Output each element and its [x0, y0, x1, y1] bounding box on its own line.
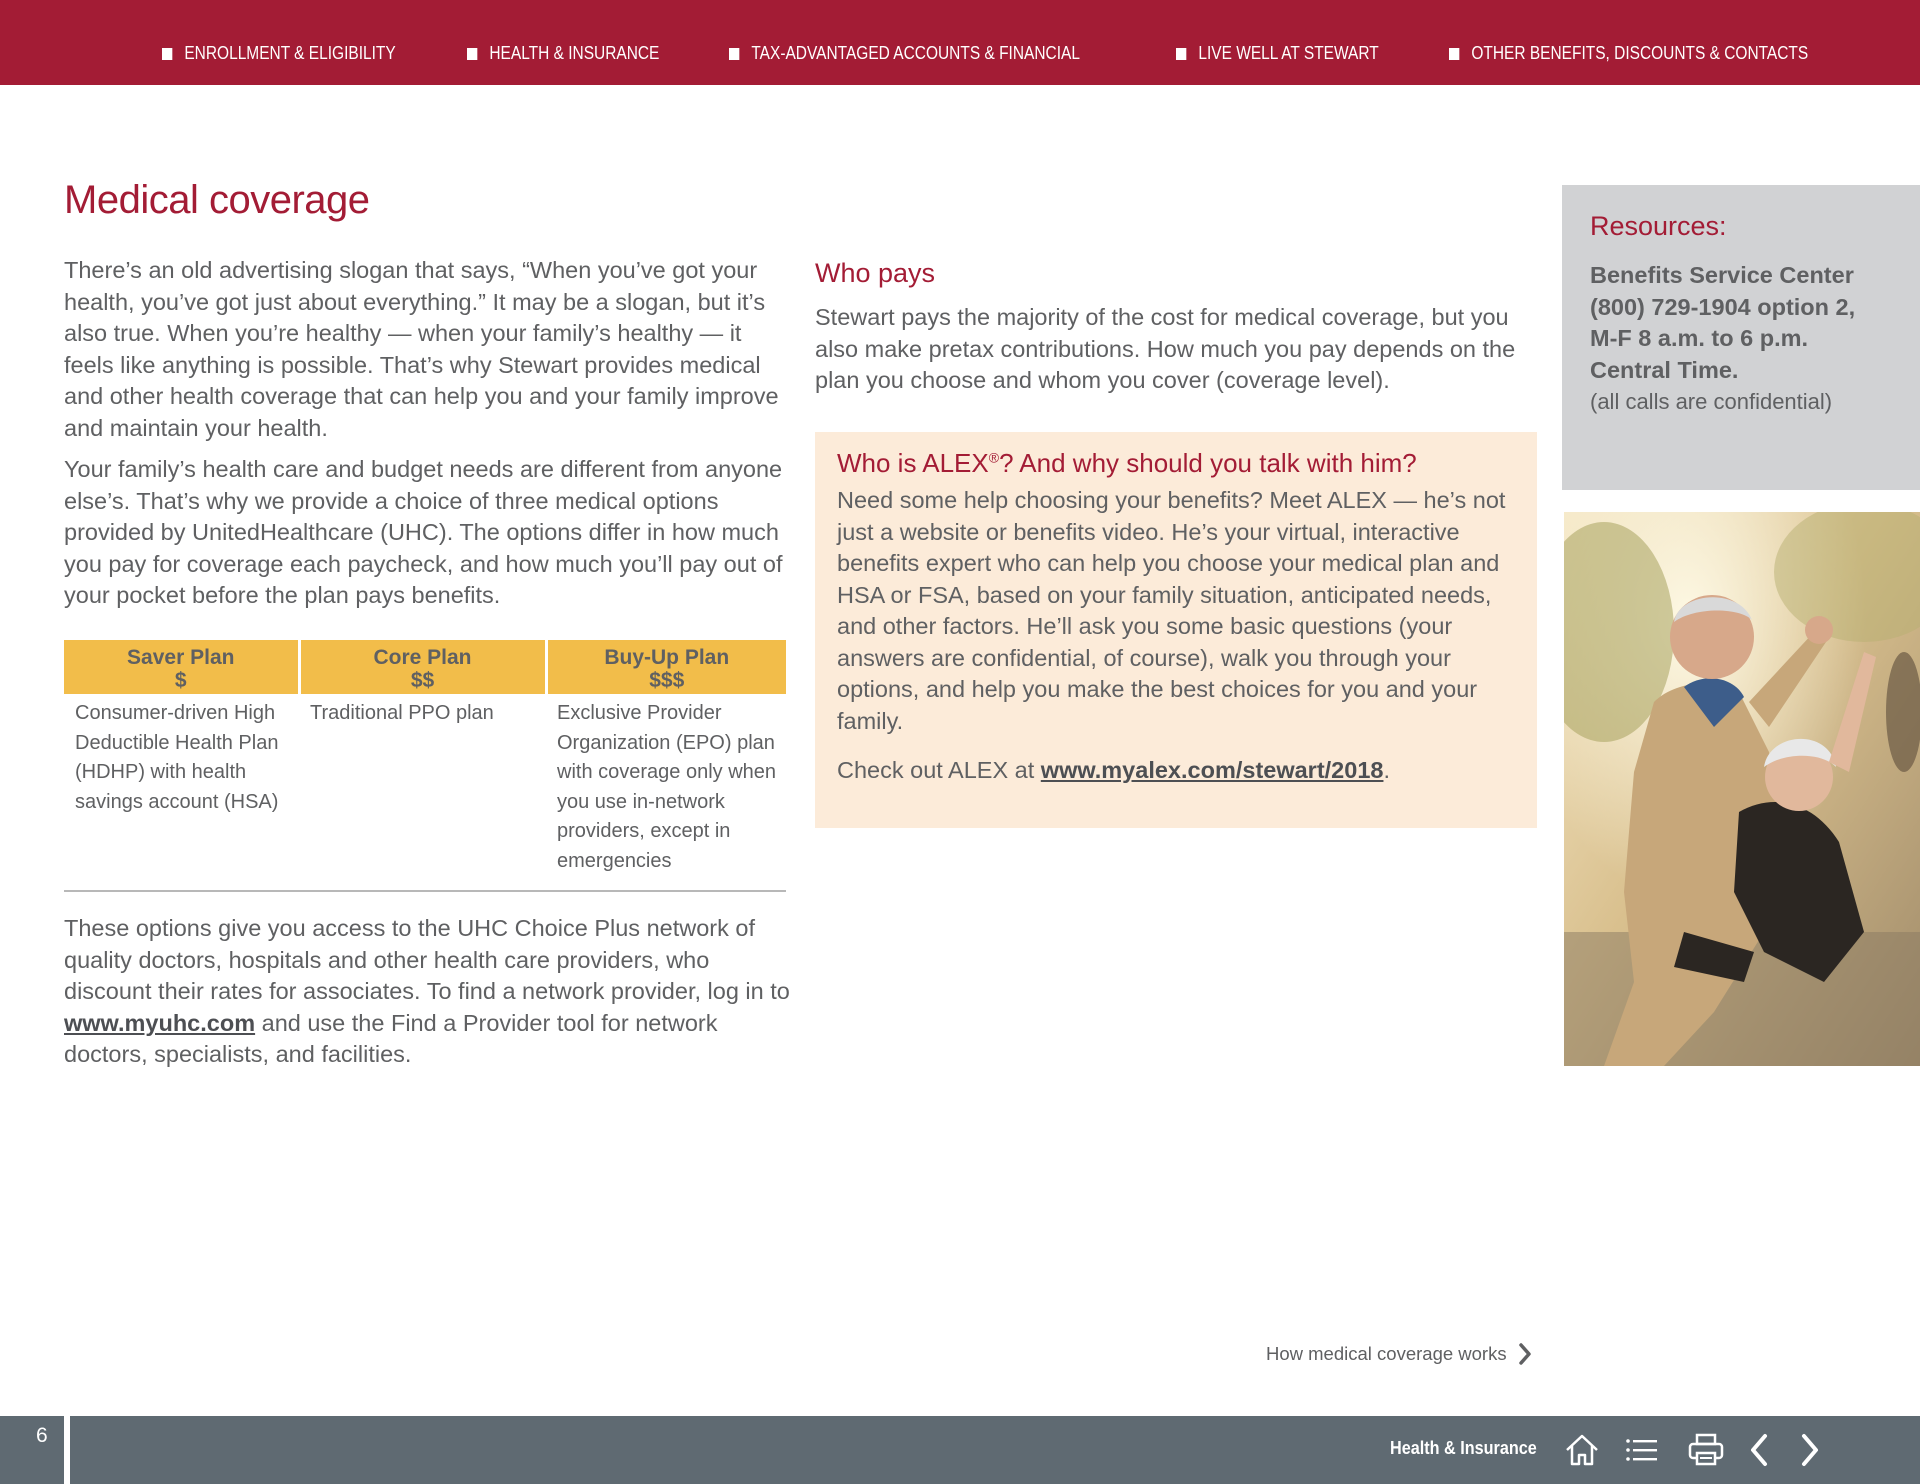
nav-item-tax-advantaged[interactable] [729, 43, 1080, 64]
intro-section [64, 255, 794, 622]
resources-heading: Resources: [1590, 211, 1727, 241]
top-nav [0, 0, 1920, 85]
bullet-square-icon [162, 48, 172, 60]
prev-arrow-icon[interactable] [1740, 1430, 1780, 1470]
list-icon[interactable] [1622, 1430, 1662, 1470]
alex-body: Need some help choosing your benefits? Meet ALEX — he’s not just a website or benefits video. He’s your virtual, interactive benefits expert who can help you choose your medical plan and HSA or FSA, based on your family situation, anticipated needs, and other factors. He’ll ask you some basic questions (your answers are confidential, of course), walk you through your options, and help you make the best choices for you and your family. [837, 487, 1506, 734]
nav-item-live-well[interactable] [1176, 43, 1379, 64]
network-text: These options give you access to the UHC Choice Plus network of quality doctors, hospitals and other health care providers, who discount their rates for associates. To find a network provider, log in to [64, 915, 790, 1004]
plan-cost: $ [174, 669, 187, 692]
myalex-link[interactable]: www.myalex.com/stewart/2018 [1040, 757, 1384, 783]
couple-dancing-photo [1564, 512, 1920, 1066]
bullet-square-icon [1176, 48, 1186, 60]
plan-description-saver: Consumer-driven High Deductible Health Plan (HDHP) with health savings account (HSA) [64, 694, 299, 891]
bullet-square-icon [729, 48, 739, 60]
alex-cta [837, 755, 1515, 787]
photo-illustration [1564, 512, 1920, 1066]
resources-timezone: Central Time. [1590, 356, 1739, 383]
page-number-box [0, 1416, 70, 1484]
network-text: and use the Find a Provider tool for network doctors, specialists, and facilities. [64, 1009, 718, 1067]
nav-item-other-benefits[interactable] [1449, 43, 1808, 64]
plan-description-buy-up: Exclusive Provider Organization (EPO) plan with coverage only when you use in-network providers, except in emergencies [546, 694, 786, 891]
resources-line: Benefits Service Center [1590, 262, 1854, 288]
plan-cost: $$$ [649, 669, 685, 692]
alex-heading-text: Who is ALEX [837, 448, 989, 478]
chevron-right-icon [1515, 1342, 1535, 1366]
plan-description-core: Traditional PPO plan [299, 694, 546, 891]
nav-item-label: OTHER BENEFITS, DISCOUNTS & CONTACTS [1471, 43, 1809, 63]
table-row [64, 694, 786, 891]
resources-note: (all calls are confidential) [1590, 389, 1833, 414]
page-number: 6 [36, 1424, 48, 1447]
who-pays-body: Stewart pays the majority of the cost for medical coverage, but you also make pretax contributions. How much you pay depends on the plan you choose and whom you cover (coverage level). [815, 304, 1516, 393]
alex-cta-text: Check out ALEX at [837, 757, 1041, 783]
alex-cta-text: . [1383, 757, 1390, 783]
nav-item-enrollment[interactable] [162, 43, 396, 64]
footer-section-label: Health & Insurance [1390, 1438, 1537, 1458]
print-icon[interactable] [1686, 1430, 1726, 1470]
next-arrow-icon[interactable] [1790, 1430, 1830, 1470]
next-topic-label: How medical coverage works [1266, 1343, 1507, 1364]
resources-box [1562, 185, 1920, 490]
plan-comparison-table [64, 640, 786, 892]
plan-name: Buy-Up Plan [604, 646, 730, 669]
bullet-square-icon [1449, 48, 1459, 60]
plan-cost: $$ [410, 669, 435, 692]
nav-item-label: HEALTH & INSURANCE [489, 43, 660, 63]
alex-callout [815, 432, 1537, 828]
alex-heading [837, 448, 1515, 479]
home-icon[interactable] [1562, 1430, 1602, 1470]
resources-hours: M-F 8 a.m. to 6 p.m. [1590, 325, 1809, 351]
nav-item-label: ENROLLMENT & ELIGIBILITY [184, 43, 396, 63]
next-topic-link[interactable] [1266, 1342, 1535, 1366]
registered-mark: ® [988, 449, 1000, 466]
who-pays-heading: Who pays [815, 258, 936, 288]
network-paragraph [64, 913, 794, 1071]
plan-name: Saver Plan [127, 646, 235, 669]
bullet-square-icon [467, 48, 477, 60]
intro-paragraph-2: Your family’s health care and budget needs are different from anyone else’s. That’s why we provide a choice of three medical options provided by UnitedHealthcare (UHC). The options differ in how much you pay for coverage each paycheck, and how much you’ll pay out of your pocket before the plan pays benefits. [64, 456, 783, 608]
plan-header-buy-up [546, 640, 786, 694]
footer-bar [0, 1416, 1920, 1484]
nav-item-label: TAX-ADVANTAGED ACCOUNTS & FINANCIAL [751, 43, 1080, 63]
plan-header-core [299, 640, 546, 694]
plan-name: Core Plan [373, 646, 472, 669]
intro-paragraph-1: There’s an old advertising slogan that says, “When you’ve got your health, you’ve got just about everything.” It may be a slogan, but it’s also true. When you’re healthy — when your family’s healthy — it feels like anything is possible. That’s why Stewart provides medical and other health coverage that can help you and your family improve and maintain your health. [64, 257, 779, 441]
plan-header-saver [64, 640, 299, 694]
page-title: Medical coverage [64, 178, 370, 222]
myuhc-link[interactable]: www.myuhc.com [64, 1009, 256, 1036]
resources-phone: (800) 729-1904 option 2, [1590, 293, 1856, 320]
nav-item-label: LIVE WELL AT STEWART [1198, 43, 1379, 63]
alex-heading-text: ? And why should you talk with him? [999, 448, 1417, 478]
nav-item-health[interactable] [467, 43, 659, 64]
